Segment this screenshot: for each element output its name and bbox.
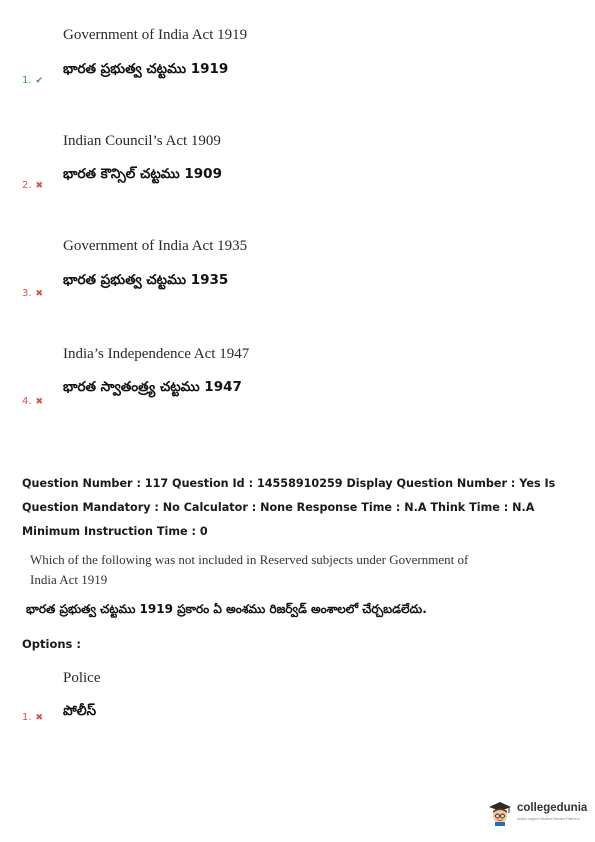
- option-number: [22, 712, 43, 723]
- option-number: [22, 180, 43, 191]
- option-number-label: 1.: [22, 712, 32, 723]
- option-english-text: Police: [63, 670, 101, 686]
- option-telugu-text: భారత ప్రభుత్వ చట్టము 1919: [63, 61, 229, 77]
- logo-tagline: India's largest Student Review Platform: [517, 817, 580, 821]
- options-label: Options :: [22, 637, 81, 651]
- option-number-label: 1.: [22, 75, 32, 86]
- student-face-icon: [487, 800, 513, 826]
- question-metadata: Question Number : 117 Question Id : 14558910259 Display Question Number : Yes Is Question Mandatory : No Calculator : None Response Time : N.A Think Time : N.A Minimum Instruction Time : 0: [22, 477, 556, 538]
- option-number-label: 2.: [22, 180, 32, 191]
- cross-icon: ✖: [35, 289, 44, 299]
- question-telugu-text: భారత ప్రభుత్వ చట్టము 1919 ప్రకారం ఏ అంశము రిజర్వ్‌డ్ అంశాలలో చేర్చబడలేదు.: [26, 602, 427, 616]
- option-number: [22, 288, 43, 299]
- option-telugu-text: భారత ప్రభుత్వ చట్టము 1935: [63, 272, 229, 288]
- option-english-text: India’s Independence Act 1947: [63, 346, 250, 362]
- cross-icon: ✖: [35, 397, 44, 407]
- option-number: [22, 396, 43, 407]
- option-telugu-text: భారత స్వాతంత్ర్య చట్టము 1947: [63, 379, 242, 395]
- option-english-text: Government of India Act 1919: [63, 27, 248, 43]
- collegedunia-logo: [487, 798, 587, 830]
- option-telugu-text: భారత కౌన్సిల్ చట్టము 1909: [63, 166, 222, 182]
- question-english-text: Which of the following was not included in Reserved subjects under Government of India Act 1919: [30, 552, 469, 587]
- option-telugu-text: పోలీస్: [63, 703, 97, 719]
- cross-icon: ✖: [35, 713, 44, 723]
- option-english-text: Indian Council’s Act 1909: [63, 133, 221, 149]
- option-number: [22, 75, 43, 86]
- option-number-label: 4.: [22, 396, 32, 407]
- option-english-text: Government of India Act 1935: [63, 238, 248, 254]
- check-icon: ✔: [35, 76, 44, 86]
- logo-name: collegedunia: [517, 802, 588, 814]
- option-number-label: 3.: [22, 288, 32, 299]
- cross-icon: ✖: [35, 181, 44, 191]
